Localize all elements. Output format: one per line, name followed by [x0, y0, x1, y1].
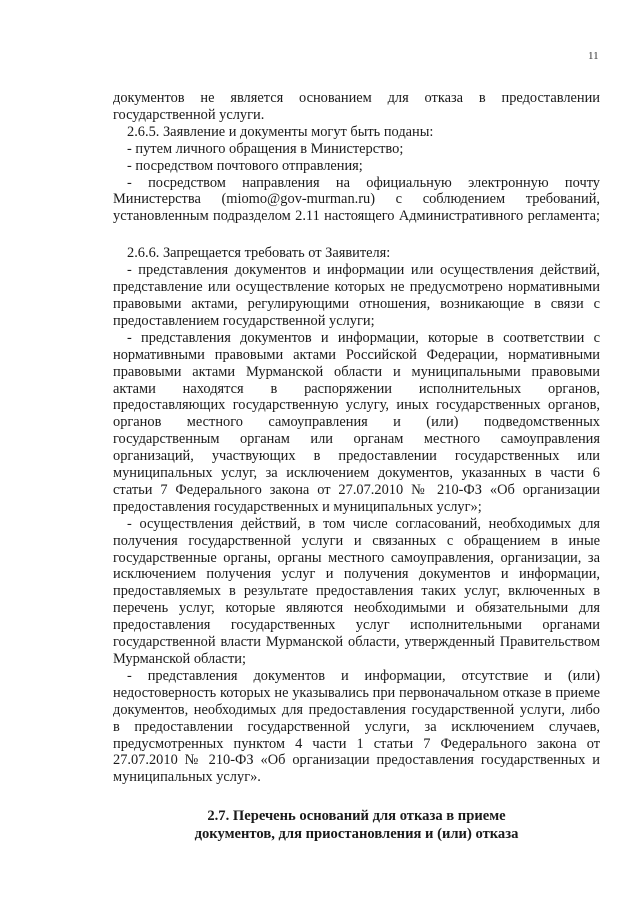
text-line: предоставлением государственной услуги;	[113, 312, 375, 329]
text-line: государственные органы, органы местного самоуправления, организации, за	[113, 549, 600, 566]
text-line: недостоверность которых не указывались при первоначальном отказе в приеме	[113, 684, 600, 701]
text-line: предоставляющих государственную услугу, иных государственных органов,	[113, 397, 600, 414]
section-heading-line-1: 2.7. Перечень оснований для отказа в приеме	[207, 808, 506, 825]
text-line: 2.6.6. Запрещается требовать от Заявителя:	[127, 245, 391, 262]
paragraph-lines	[113, 90, 600, 786]
text-line: 27.07.2010 № 210-ФЗ «Об организации предоставления государственных и	[113, 752, 600, 769]
text-line: органов местного самоуправления и (или) подведомственных	[113, 414, 600, 431]
page-number: 11	[588, 50, 599, 62]
text-line: в предоставлении государственной услуги, за исключением случаев,	[113, 718, 600, 735]
text-line: предусмотренных пунктом 4 части 1 статьи 7 Федерального закона от	[113, 735, 600, 752]
text-line: предоставления государственных услуг исполнительными органами	[113, 617, 600, 634]
text-line: перечень услуг, которые являются необходимыми и обязательными для	[113, 600, 600, 617]
text-line: муниципальных услуг».	[113, 769, 261, 786]
text-line: правовыми актами Мурманской области и муниципальными правовыми	[113, 363, 600, 380]
section-heading-line-2: документов, для приостановления и (или) отказа	[194, 825, 519, 842]
text-line: организаций, участвующих в предоставлении государственных или	[113, 448, 600, 465]
text-line: Мурманской области;	[113, 651, 246, 667]
text-line: Министерства (miomo@gov-murman.ru) с соблюдением требований,	[113, 191, 600, 208]
text-line: - путем личного обращения в Министерство;	[127, 140, 404, 157]
document-body	[113, 90, 600, 843]
text-line: исключением получения услуг и получения документов и информации,	[113, 566, 600, 583]
text-line: установленным подразделом 2.11 настоящего Административного регламента;	[113, 208, 600, 225]
text-line: предоставления государственных и муниципальных услуг»;	[113, 498, 482, 515]
text-line: - представления документов и информации, которые в соответствии с	[127, 329, 600, 346]
text-line: представление или осуществление которых не предусмотрено нормативными	[113, 279, 600, 296]
text-line: правовыми актами, регулирующими отношения, возникающие в связи с	[113, 295, 600, 312]
text-line: - осуществления действий, в том числе согласований, необходимых для	[127, 515, 600, 532]
text-line: государственной услуги.	[113, 106, 265, 123]
text-line: документов, необходимых для предоставления государственной услуги, либо	[113, 701, 600, 718]
text-line: документов не является основанием для отказа в предоставлении	[113, 90, 600, 106]
text-line: - посредством направления на официальную электронную почту	[127, 174, 600, 191]
section-heading	[113, 808, 600, 843]
text-line: статьи 7 Федерального закона от 27.07.2010 № 210-ФЗ «Об организации	[113, 481, 600, 498]
text-line: предоставляемых в результате предоставления таких услуг, включенных в	[113, 583, 600, 600]
text-line: государственным органам или органам местного самоуправления	[113, 431, 600, 448]
paragraph-gap	[113, 225, 600, 245]
text-line: получения государственной услуги и связанных с обращением в иные	[113, 532, 600, 549]
text-line: актами находятся в распоряжении исполнительных органов,	[113, 380, 600, 397]
text-line: муниципальных услуг, за исключением документов, указанных в части 6	[113, 465, 600, 482]
text-line: нормативными правовыми актами Российской Федерации, нормативными	[113, 346, 600, 363]
text-line: государственной власти Мурманской области, утвержденный Правительством	[113, 634, 600, 651]
text-line: 2.6.5. Заявление и документы могут быть поданы:	[127, 123, 434, 140]
text-line: - посредством почтового отправления;	[127, 157, 363, 174]
text-line: - представления документов и информации, отсутствие и (или)	[127, 667, 600, 684]
text-line: - представления документов и информации или осуществления действий,	[127, 262, 600, 279]
